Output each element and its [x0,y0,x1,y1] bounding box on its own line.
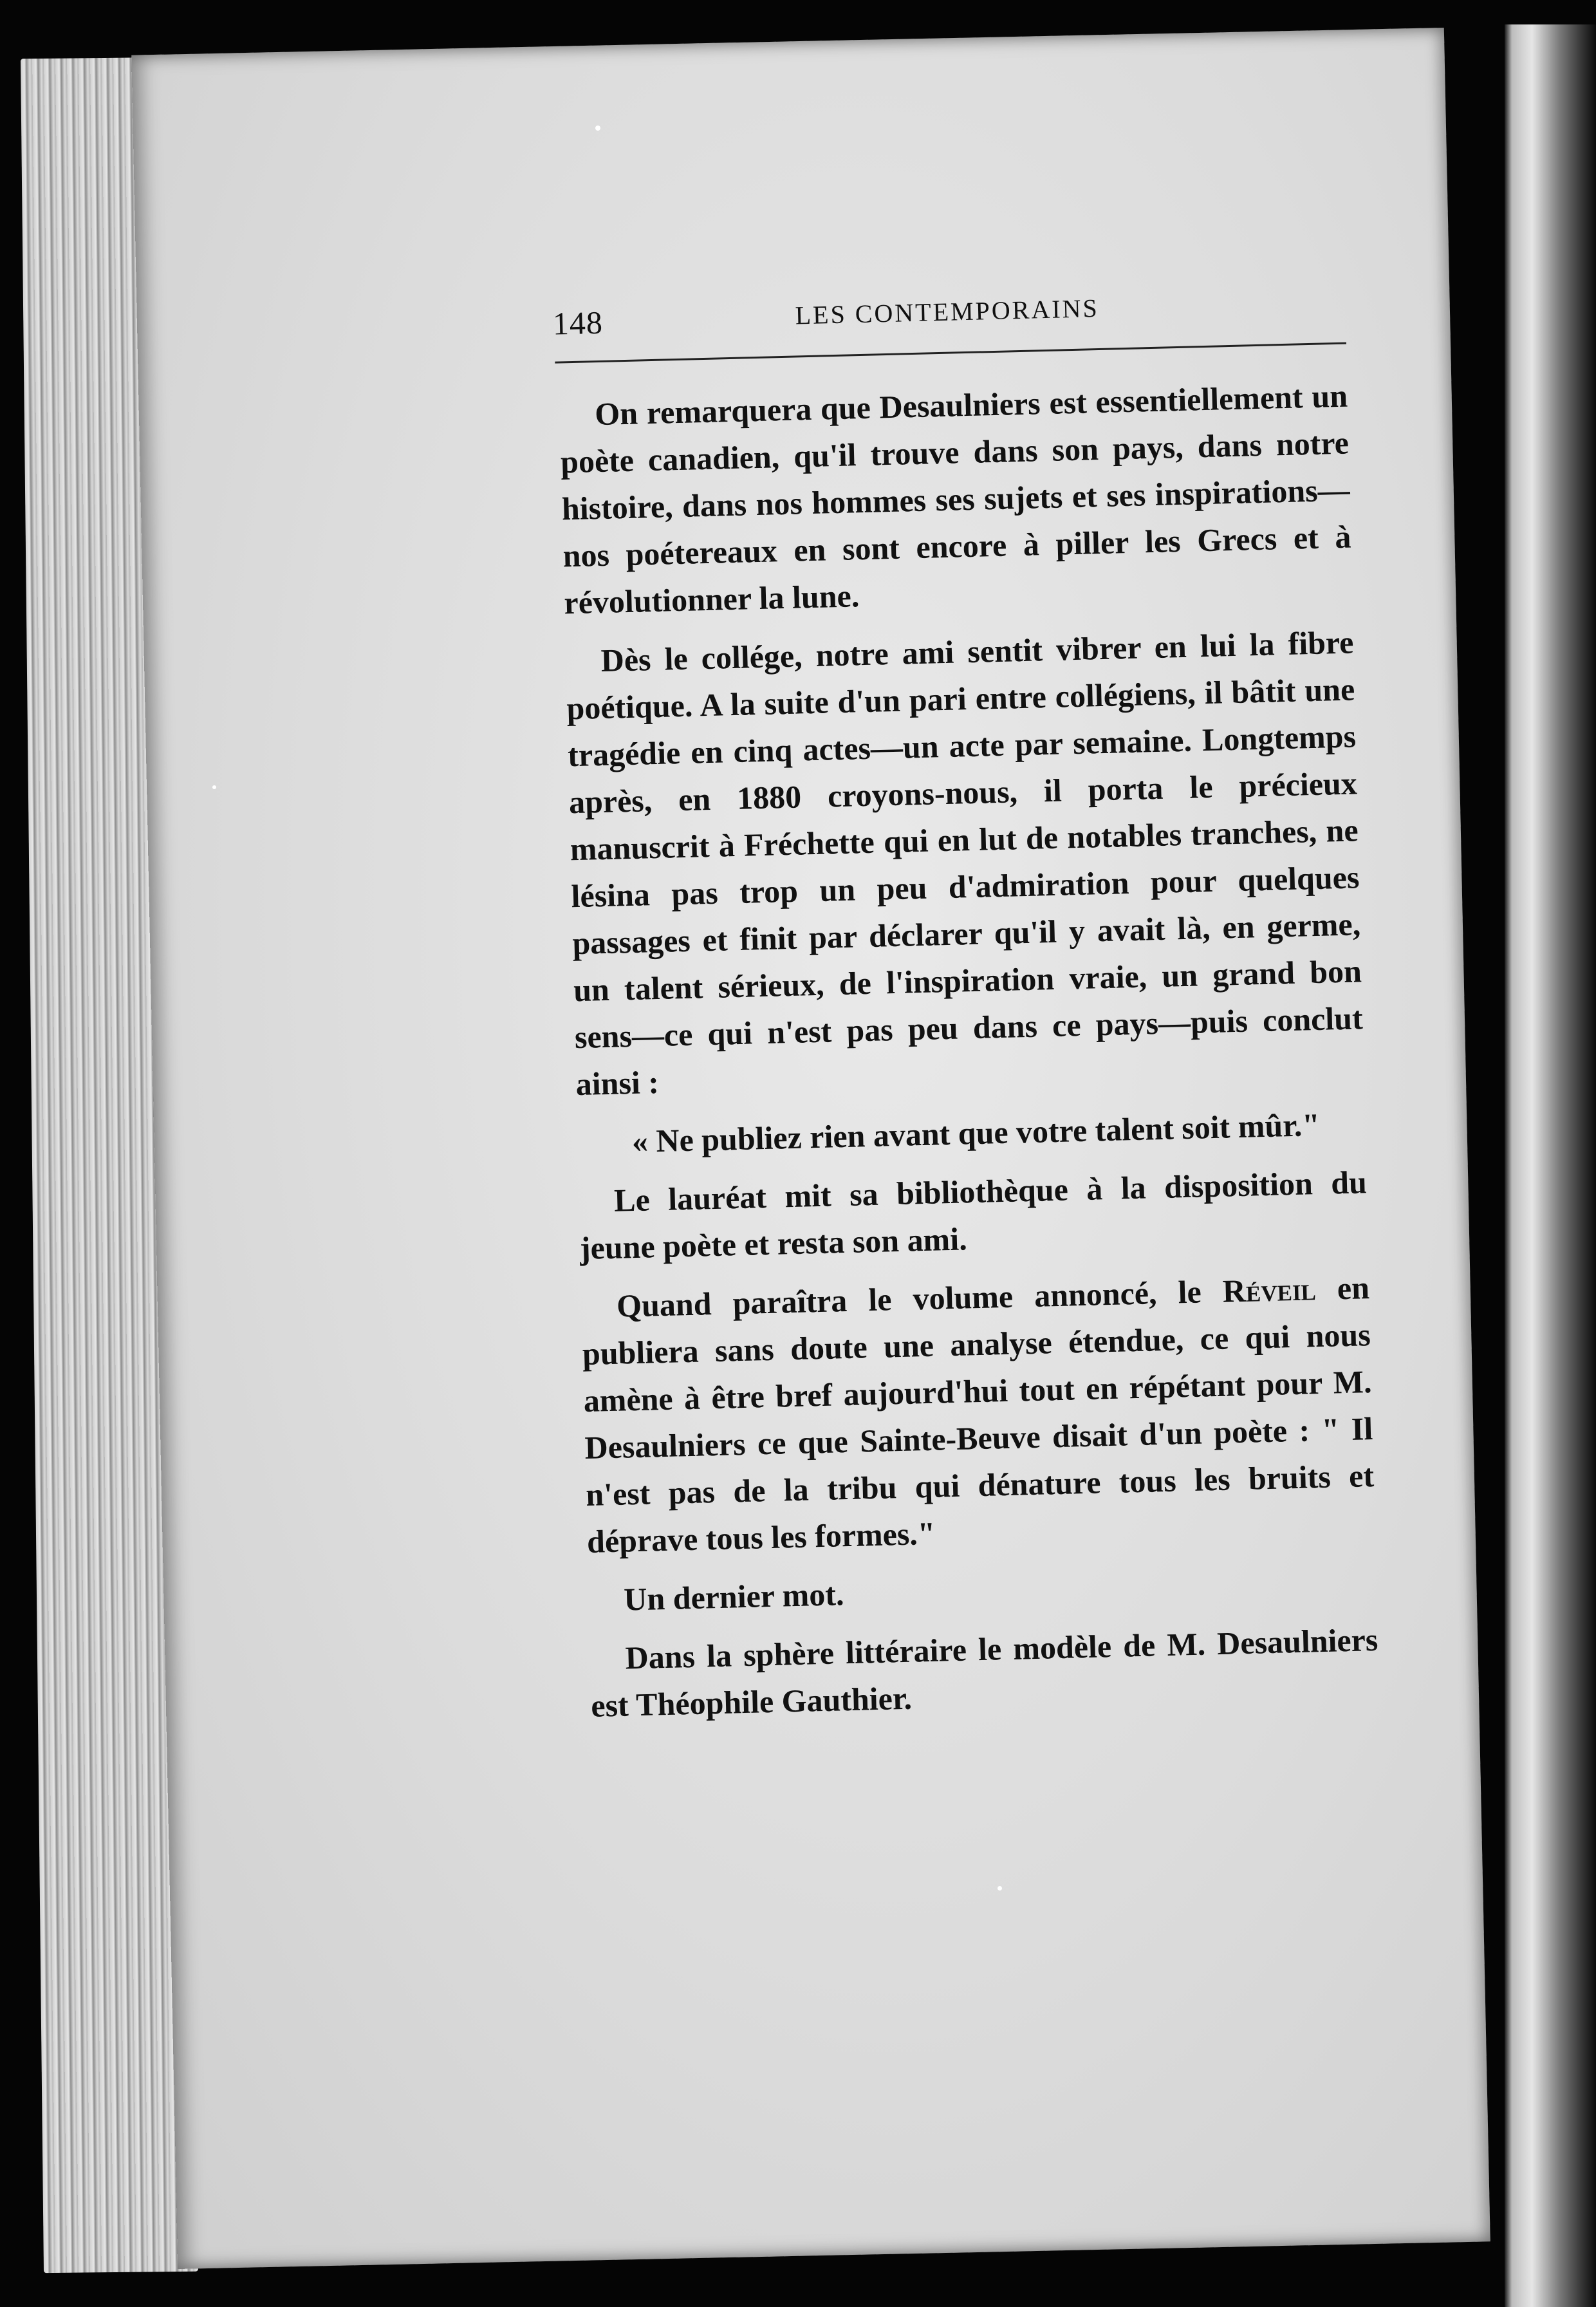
journal-name: Réveil [1222,1271,1317,1309]
paragraph: Le lauréat mit sa bibliothèque à la disposition du jeune poète et resta son ami. [579,1164,1368,1267]
facing-page-edge [1505,24,1596,2307]
text-segment: en publiera sans doute une analyse étendue, ce qui nous amène à être bref aujourd'hui tout en répétant pour M. Desaulniers ce que Sainte-Beuve disait d'un poète : " Il n'est pas de la tribu qui dénature tous les bruits et déprave tous les formes." [582,1269,1375,1560]
running-title: LES CONTEMPORAINS [795,293,1100,330]
page-number: 148 [552,304,604,342]
paragraph-reveil [580,1264,1375,1565]
body-text [559,373,1380,1741]
text-segment: Quand paraîtra le volume annoncé, le [616,1273,1223,1324]
scan-speck [212,785,216,789]
paragraph: Dans la sphère littéraire le modèle de M. Desaulniers est Théophile Gauthier. [590,1621,1378,1724]
scan-speck [998,1886,1002,1891]
scan-speck [595,126,600,131]
paragraph: Dès le collége, notre ami sentit vibrer en lui la fibre poétique. A la suite d'un pari entre collégiens, il bâtit une tragédie en cinq actes—un acte par semaine. Longtemps après, en 1880 croyons-nous, il porta le précieux manuscrit à Fréchette qui en lut de notables tranches, ne lésina pas trop un peu d'admiration pour quelques passages et finit par déclarer qu'il y avait là, en germe, un talent sérieux, de l'inspiration vraie, un grand bon sens—ce qui n'est pas peu dans ce pays—puis conclut ainsi : [566,624,1364,1103]
quotation: « Ne publiez rien avant que votre talent soit mûr." [631,1106,1321,1160]
paragraph: On remarquera que Desaulniers est essentiellement un poète canadien, qu'il trouve dans son pays, dans notre histoire, dans nos hommes ses sujets et ses inspirations—nos poétereaux en sont encore à piller les Grecs et à révolutionner la lune. [560,377,1352,621]
short-line: Un dernier mot. [623,1576,845,1618]
